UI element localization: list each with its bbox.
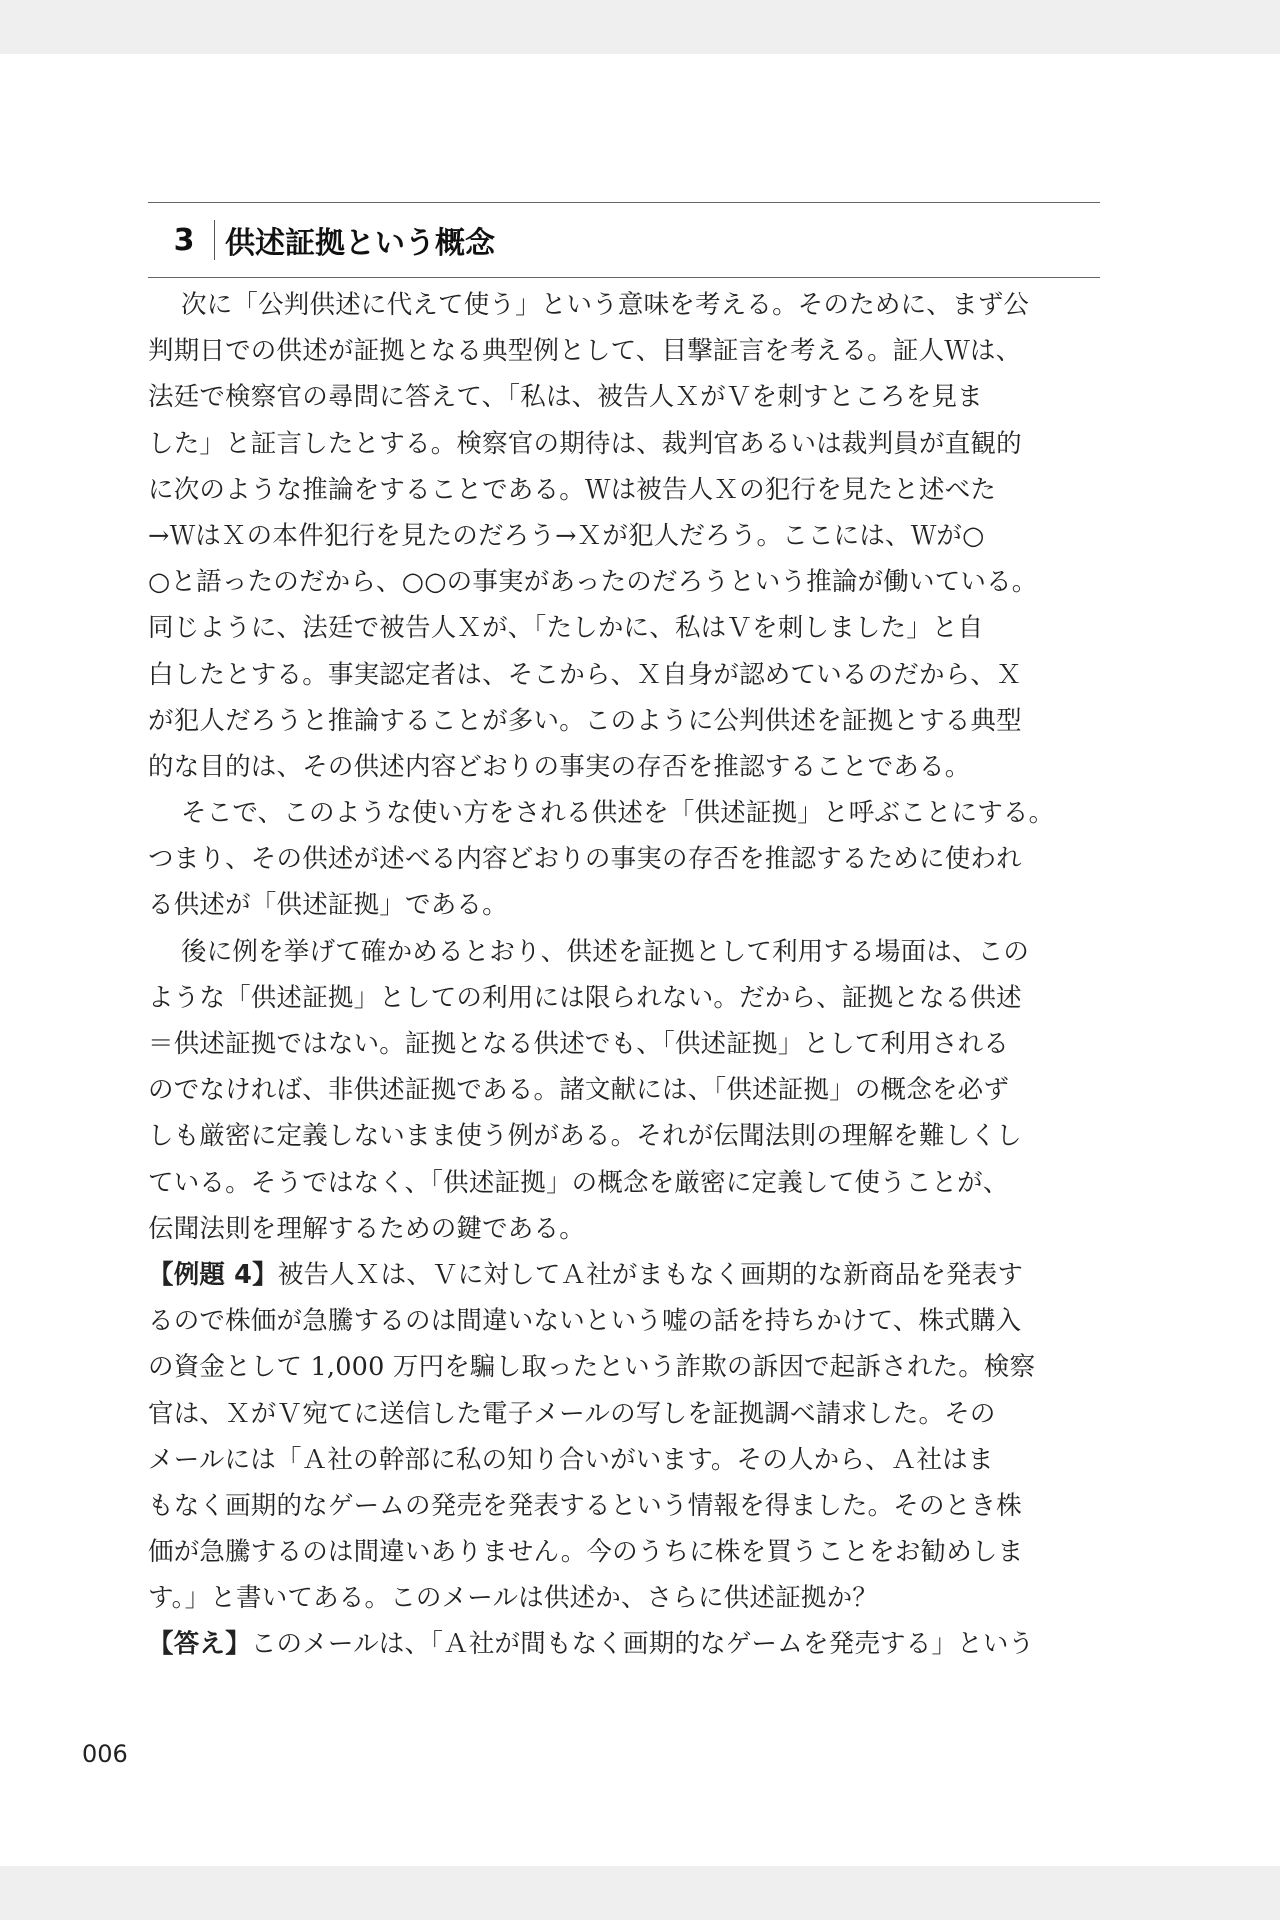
answer-first-line bbox=[148, 1621, 1100, 1667]
example-first-line bbox=[148, 1252, 1100, 1298]
text-line: の資金として 1,000 万円を騙し取ったという詐欺の訴因で起訴された。検察 bbox=[148, 1352, 1036, 1383]
text-line: 的な目的は、その供述内容どおりの事実の存否を推認することである。 bbox=[148, 751, 971, 782]
text-line: ている。そうではなく、「供述証拠」の概念を厳密に定義して使うことが、 bbox=[148, 1167, 1009, 1198]
text-line: しも厳密に定義しないまま使う例がある。それが伝聞法則の理解を難しくし bbox=[148, 1121, 1022, 1152]
body-text bbox=[148, 282, 1100, 1668]
text-line: 白したとする。事実認定者は、そこから、Ｘ自身が認めているのだから、Ｘ bbox=[148, 659, 1022, 690]
text-line: ○と語ったのだから、○○の事実があったのだろうという推論が働いている。 bbox=[148, 567, 1038, 598]
text-line: もなく画期的なゲームの発売を発表するという情報を得ました。そのとき株 bbox=[148, 1490, 1022, 1521]
answer-label: 【答え】 bbox=[148, 1629, 251, 1660]
page-number: 006 bbox=[82, 1740, 128, 1768]
text-line: つまり、その供述が述べる内容どおりの事実の存否を推認するために使われ bbox=[148, 844, 1022, 875]
section-heading bbox=[148, 203, 1100, 277]
text-line: ＝供述証拠ではない。証拠となる供述でも、「供述証拠」として利用される bbox=[148, 1029, 1010, 1059]
text-line: した」と証言したとする。検察官の期待は、裁判官あるいは裁判員が直観的 bbox=[148, 428, 1022, 459]
section-number: 3 bbox=[173, 222, 195, 258]
section-title: 供述証拠という概念 bbox=[225, 226, 495, 261]
text-line: 法廷で検察官の尋問に答えて、「私は、被告人ＸがＶを刺すところを見ま bbox=[148, 382, 983, 413]
text-line: ような「供述証拠」としての利用には限られない。だから、証拠となる供述 bbox=[148, 982, 1022, 1013]
example-text: 被告人Ｘは、Ｖに対してＡ社がまもなく画期的な新商品を発表す bbox=[277, 1259, 1024, 1290]
text-line: に次のような推論をすることである。Ｗは被告人Ｘの犯行を見たと述べた bbox=[148, 474, 997, 505]
text-line: →ＷはＸの本件犯行を見たのだろう→Ｘが犯人だろう。ここには、Ｗが○ bbox=[148, 520, 985, 551]
text-line: そこで、このような使い方をされる供述を「供述証拠」と呼ぶことにする。 bbox=[181, 798, 1055, 829]
bottom-margin-bar bbox=[0, 1866, 1280, 1920]
text-line: 後に例を挙げて確かめるとおり、供述を証拠として利用する場面は、この bbox=[181, 936, 1030, 967]
text-line: のでなければ、非供述証拠である。諸文献には、「供述証拠」の概念を必ず bbox=[148, 1075, 1010, 1106]
text-line: 同じように、法廷で被告人Ｘが、「たしかに、私はＶを刺しました」と自 bbox=[148, 613, 984, 644]
text-line: 官は、ＸがＶ宛てに送信した電子メールの写しを証拠調べ請求した。その bbox=[148, 1398, 996, 1429]
text-line: 判期日での供述が証拠となる典型例として、目撃証言を考える。証人Ｗは、 bbox=[148, 336, 1022, 367]
text-line: る供述が「供述証拠」である。 bbox=[148, 890, 508, 921]
answer-text: このメールは、「Ａ社が間もなく画期的なゲームを発売する」という bbox=[250, 1629, 1035, 1660]
text-line: メールには「Ａ社の幹部に私の知り合いがいます。その人から、Ａ社はま bbox=[148, 1444, 994, 1475]
text-line: るので株価が急騰するのは間違いないという嘘の話を持ちかけて、株式購入 bbox=[148, 1306, 1022, 1337]
heading-separator bbox=[214, 220, 215, 260]
top-margin-bar bbox=[0, 0, 1280, 54]
text-line: す。」と書いてある。このメールは供述か、さらに供述証拠か？ bbox=[148, 1583, 879, 1614]
text-line: が犯人だろうと推論することが多い。このように公判供述を証拠とする典型 bbox=[148, 705, 1022, 736]
heading-bottom-rule bbox=[148, 277, 1100, 278]
text-line: 次に「公判供述に代えて使う」という意味を考える。そのために、まず公 bbox=[181, 290, 1030, 320]
text-line: 伝聞法則を理解するための鍵である。 bbox=[148, 1213, 585, 1244]
book-page bbox=[148, 202, 1100, 1668]
example-label: 【例題 4】 bbox=[148, 1259, 278, 1290]
text-line: 価が急騰するのは間違いありません。今のうちに株を買うことをお勧めしま bbox=[148, 1537, 1024, 1568]
